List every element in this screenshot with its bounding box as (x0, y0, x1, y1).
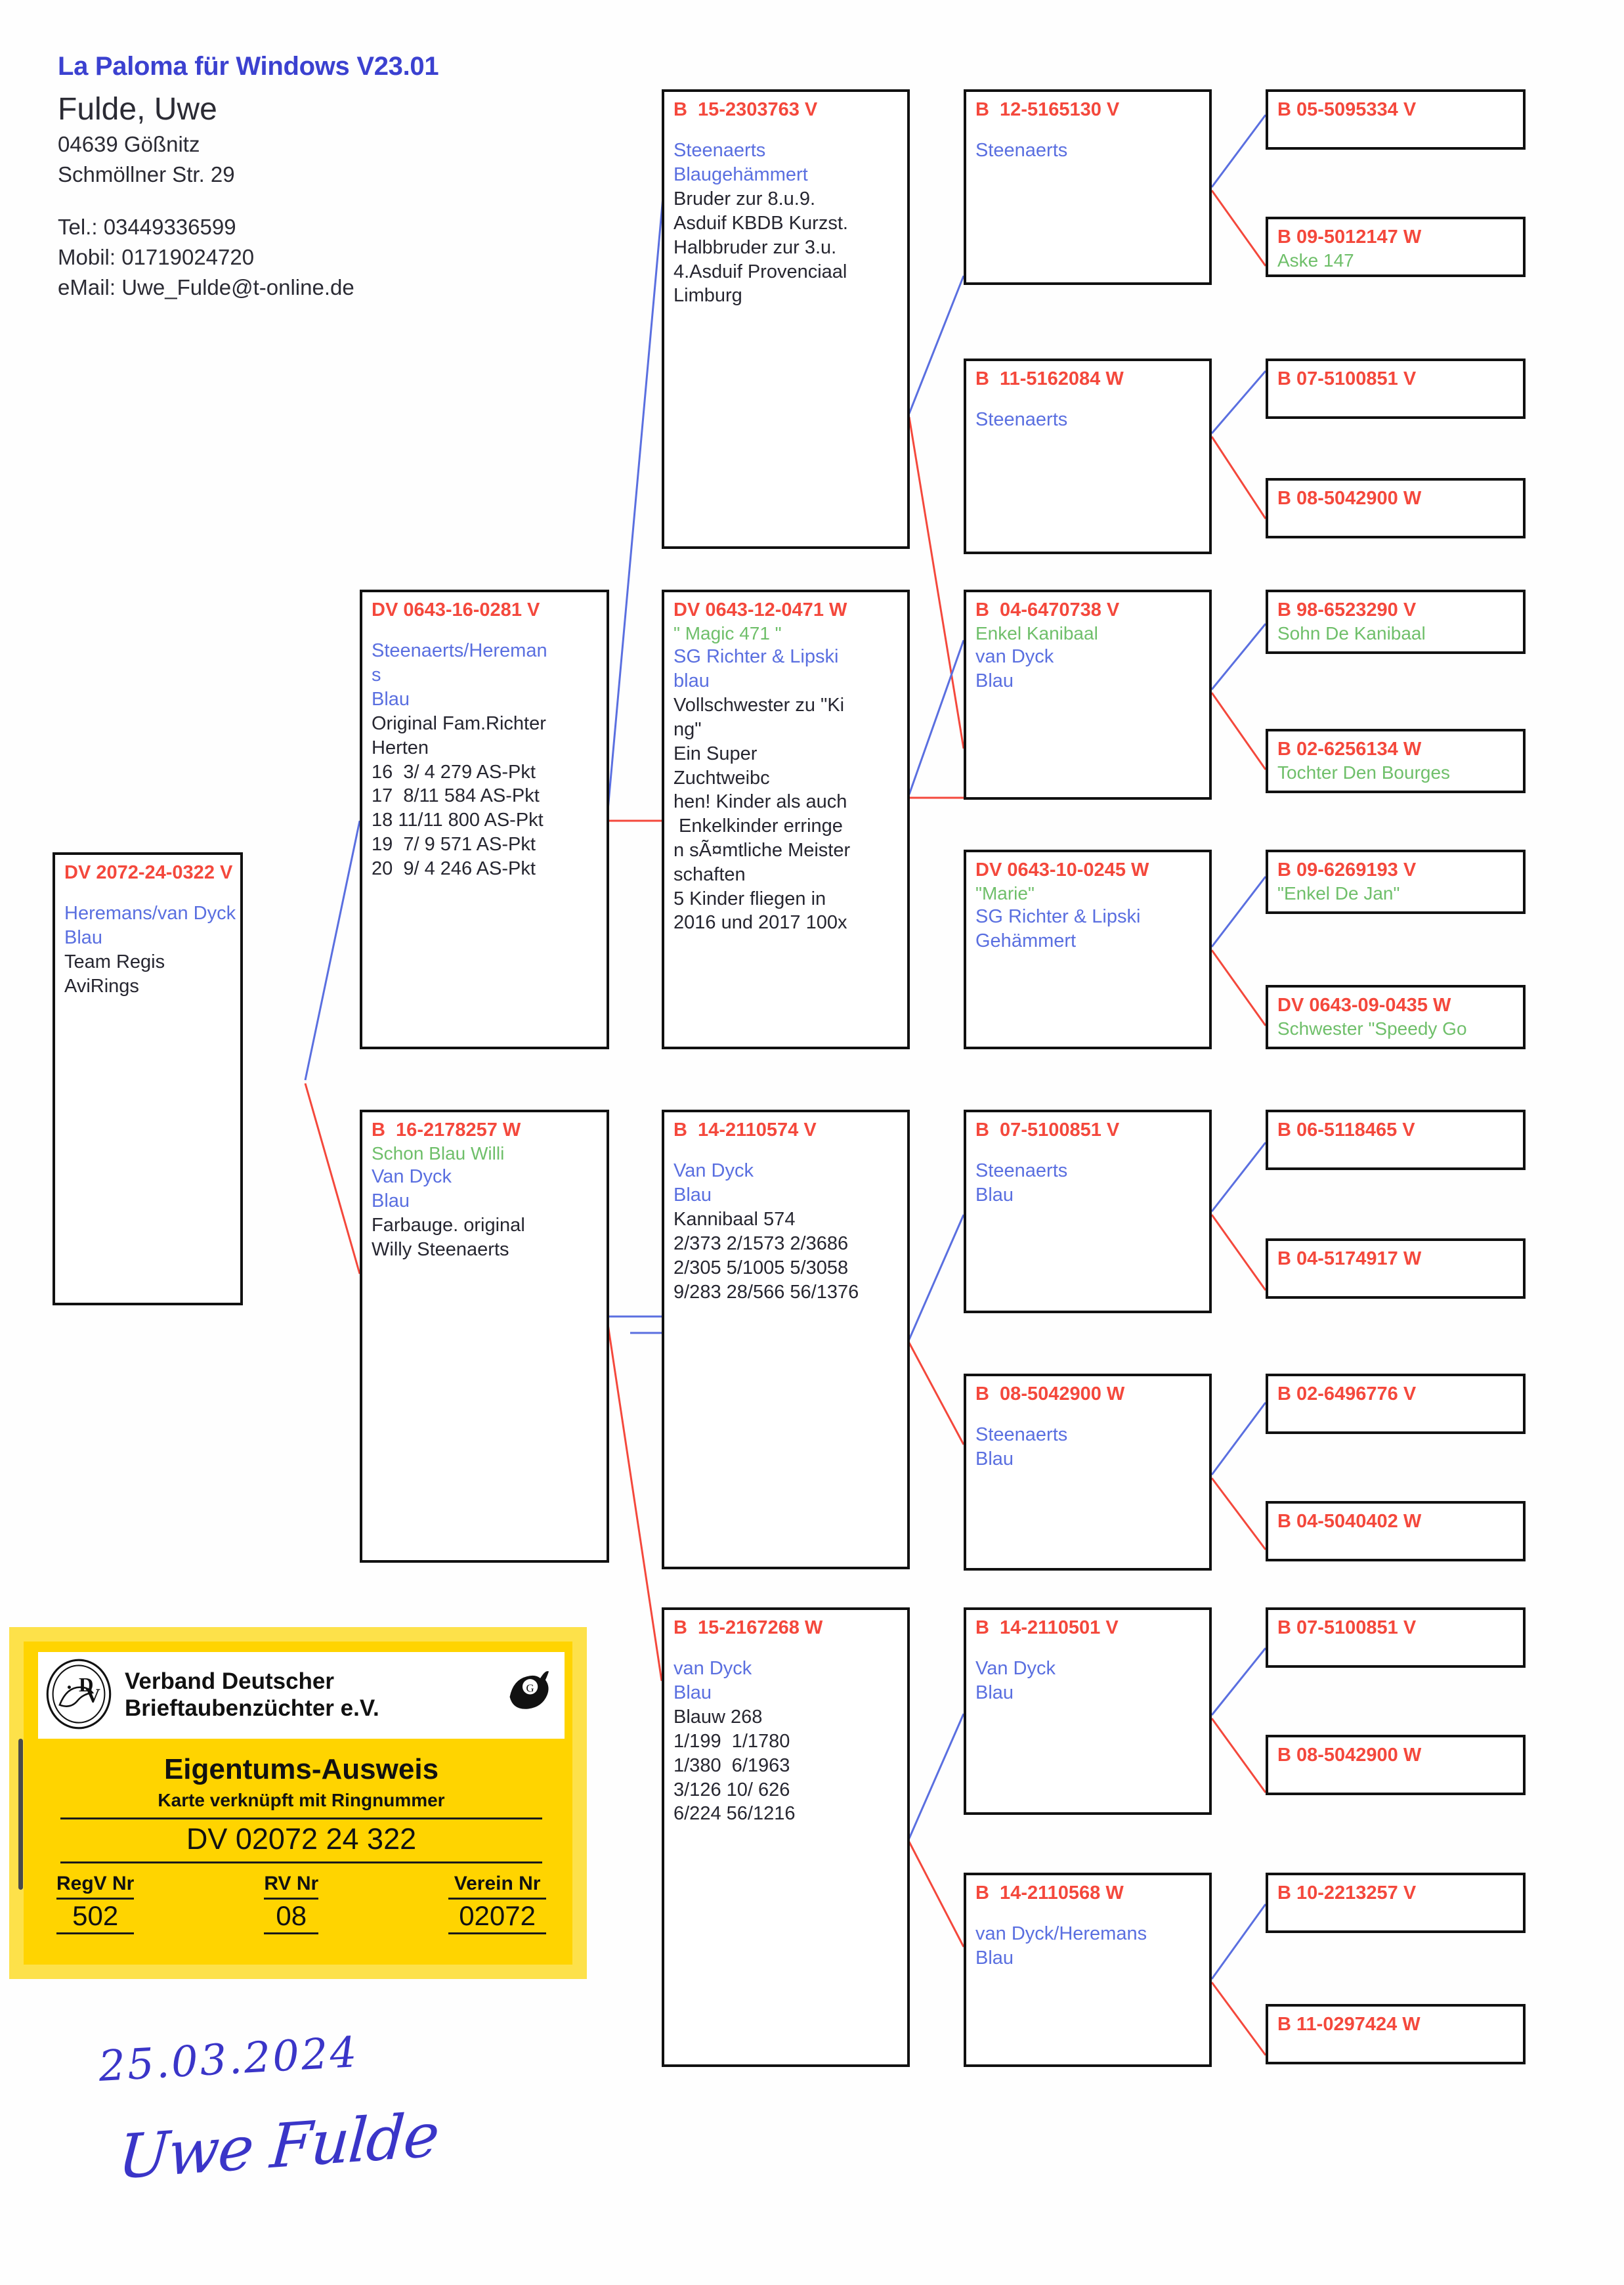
pigeon-strain: Steenaerts (975, 1160, 1068, 1182)
club-stamp-icon (503, 1661, 554, 1719)
pigeon-color: blau (673, 670, 710, 692)
pigeon-id: B 09-6269193 V (1277, 860, 1417, 881)
pigeon-box-gen3-7[interactable] (964, 1607, 1212, 1815)
pigeon-nick: Schwester "Speedy Go (1277, 1018, 1467, 1039)
pigeon-note: 5 Kinder fliegen in (673, 888, 826, 909)
pigeon-nick: Schon Blau Willi (372, 1143, 505, 1164)
svg-text:D: D (79, 1672, 94, 1696)
pigeon-nick: Sohn De Kanibaal (1277, 623, 1426, 644)
pigeon-strain: Steenaerts (975, 140, 1068, 162)
pigeon-nick: "Enkel De Jan" (1277, 883, 1400, 904)
pigeon-id: B 04-5174917 W (1277, 1248, 1422, 1269)
pigeon-strain: Van Dyck (975, 1658, 1056, 1680)
pigeon-result: 20 9/ 4 246 AS-Pkt (372, 858, 536, 879)
pigeon-note: Vollschwester zu "Ki (673, 695, 845, 716)
pigeon-color: Blau (673, 1682, 712, 1704)
pigeon-nick: Tochter Den Bourges (1277, 762, 1451, 783)
pigeon-box-gen4-11[interactable] (1266, 1374, 1526, 1434)
pigeon-box-gen2-2[interactable] (662, 590, 910, 1049)
pigeon-id: B 15-2167268 W (673, 1617, 823, 1638)
card-org-line1: Verband Deutscher (125, 1668, 334, 1695)
pigeon-color: Blau (975, 1682, 1014, 1704)
pigeon-id: B 08-5042900 W (975, 1383, 1125, 1404)
pigeon-box-gen4-14[interactable] (1266, 1735, 1526, 1795)
pigeon-note: n sÃ¤mtliche Meister (673, 840, 851, 861)
pigeon-box-gen3-1[interactable] (964, 89, 1212, 285)
pigeon-note: Farbauge. original (372, 1215, 525, 1236)
pigeon-box-gen3-6[interactable] (964, 1374, 1212, 1571)
pigeon-box-gen3-3[interactable] (964, 590, 1212, 800)
pigeon-box-gen4-4[interactable] (1266, 478, 1526, 538)
pigeon-note: Asduif KBDB Kurzst. (673, 212, 848, 234)
pigeon-id: B 05-5095334 V (1277, 99, 1417, 120)
pigeon-box-subject[interactable] (53, 852, 243, 1305)
pigeon-note: Bruder zur 8.u.9. (673, 188, 815, 210)
pigeon-result: 6/224 56/1216 (673, 1803, 796, 1825)
pigeon-id: B 15-2303763 V (673, 99, 818, 120)
card-field-rv (264, 1873, 318, 1934)
pigeon-strain: SG Richter & Lipski (673, 646, 839, 668)
pigeon-note: Ein Super (673, 743, 758, 764)
pigeon-result: 1/199 1/1780 (673, 1730, 790, 1752)
pigeon-strain: Steenaerts (975, 409, 1068, 431)
pigeon-box-gen3-8[interactable] (964, 1873, 1212, 2067)
owner-name: Fulde, Uwe (58, 92, 217, 127)
breeder-header (58, 51, 596, 303)
pigeon-color: Blau (372, 689, 410, 710)
pigeon-id: B 04-6470738 V (975, 599, 1120, 620)
pigeon-nick: Enkel Kanibaal (975, 623, 1098, 644)
handwritten-date: 25.03.2024 (97, 2028, 360, 2092)
pigeon-result: 19 7/ 9 571 AS-Pkt (372, 834, 536, 855)
pigeon-box-gen4-6[interactable] (1266, 729, 1526, 793)
app-title: La Paloma für Windows V23.01 (58, 52, 439, 81)
pigeon-strain: van Dyck (975, 646, 1054, 668)
pigeon-note: Enkelkinder erringe (673, 816, 843, 837)
svg-text:V: V (85, 1684, 100, 1707)
pigeon-id: B 06-5118465 V (1277, 1120, 1415, 1141)
pigeon-id: B 08-5042900 W (1277, 1745, 1422, 1766)
pigeon-note: Willy Steenaerts (372, 1238, 509, 1260)
pigeon-id: DV 2072-24-0322 V (64, 862, 233, 883)
pigeon-box-gen3-2[interactable] (964, 359, 1212, 554)
pigeon-box-gen4-16[interactable] (1266, 2004, 1526, 2064)
pigeon-box-gen2-1[interactable] (662, 89, 910, 549)
pigeon-nick: "Marie" (975, 883, 1035, 904)
pigeon-id: B 14-2110574 V (673, 1120, 817, 1141)
pigeon-color: Gehämmert (975, 930, 1077, 952)
pigeon-color: Blau (975, 670, 1014, 692)
pigeon-strain: Heremans/van Dyck (64, 903, 236, 925)
card-org-banner (38, 1652, 565, 1739)
pigeon-box-gen4-5[interactable] (1266, 590, 1526, 654)
pigeon-note: 2016 und 2017 100x (673, 912, 847, 934)
pigeon-id: DV 0643-09-0435 W (1277, 995, 1451, 1016)
pigeon-box-gen3-5[interactable] (964, 1110, 1212, 1313)
owner-city: 04639 Gößnitz (58, 131, 200, 156)
pigeon-strain: van Dyck (673, 1658, 752, 1680)
pigeon-box-sire[interactable] (360, 590, 609, 1049)
pigeon-strain: van Dyck/Heremans (975, 1923, 1147, 1945)
pigeon-result: 3/126 10/ 626 (673, 1779, 790, 1800)
pigeon-box-gen4-15[interactable] (1266, 1873, 1526, 1933)
card-field-value: 08 (264, 1898, 318, 1934)
card-field-value: 502 (56, 1898, 134, 1934)
pigeon-id: B 14-2110501 V (975, 1617, 1119, 1638)
pigeon-strain: Steenaerts (975, 1424, 1068, 1446)
pigeon-note: Kannibaal 574 (673, 1209, 796, 1230)
vdb-seal-icon (45, 1657, 113, 1731)
pigeon-note: 4.Asduif Provenciaal (673, 261, 847, 282)
pigeon-id: B 09-5012147 W (1277, 227, 1422, 248)
pigeon-id: B 07-5100851 V (1277, 1617, 1417, 1638)
pigeon-result: 18 11/11 800 AS-Pkt (372, 810, 544, 831)
pigeon-id: B 04-5040402 W (1277, 1511, 1422, 1532)
card-binding-spine (18, 1739, 23, 1890)
pigeon-color: Blau (64, 927, 103, 949)
svg-text:G: G (526, 1682, 534, 1695)
pigeon-box-gen4-10[interactable] (1266, 1238, 1526, 1299)
pigeon-box-gen4-12[interactable] (1266, 1501, 1526, 1561)
ownership-card (9, 1627, 587, 1979)
pigeon-id: B 12-5165130 V (975, 99, 1120, 120)
pigeon-note: Team Regis (64, 951, 165, 973)
card-subtitle: Karte verknüpft mit Ringnummer (158, 1790, 445, 1810)
pigeon-color: Blau (975, 1185, 1014, 1206)
owner-telephone: Tel.: 03449336599 (58, 215, 236, 240)
card-field-regv (56, 1873, 134, 1934)
pigeon-note: Original Fam.Richter (372, 712, 546, 734)
pigeon-id: B 16-2178257 W (372, 1120, 521, 1141)
pigeon-note: ng" (673, 718, 702, 740)
pigeon-nick: " Magic 471 " (673, 623, 782, 644)
card-title: Eigentums-Ausweis (163, 1753, 439, 1785)
pigeon-note: AviRings (64, 975, 139, 997)
pigeon-result: 16 3/ 4 279 AS-Pkt (372, 761, 536, 783)
card-field-label: RegV Nr (56, 1873, 135, 1894)
pigeon-id: B 11-0297424 W (1277, 2014, 1421, 2035)
owner-street: Schmöllner Str. 29 (58, 162, 235, 186)
pigeon-nick: Aske 147 (1277, 250, 1354, 271)
pigeon-strain: s (372, 664, 381, 686)
pigeon-result: 1/380 6/1963 (673, 1754, 790, 1776)
pigeon-id: B 02-6256134 W (1277, 739, 1422, 760)
pigeon-note: Blauw 268 (673, 1707, 763, 1728)
pigeon-box-gen4-9[interactable] (1266, 1110, 1526, 1170)
pigeon-box-gen4-2[interactable] (1266, 217, 1526, 277)
pigeon-box-gen3-4[interactable] (964, 850, 1212, 1049)
card-field-value: 02072 (448, 1898, 546, 1934)
pigeon-id: DV 0643-12-0471 W (673, 599, 847, 620)
pigeon-color: Blau (673, 1185, 712, 1206)
card-field-label: Verein Nr (454, 1873, 541, 1894)
pigeon-strain: Steenaerts/Hereman (372, 640, 547, 662)
pigeon-id: B 07-5100851 V (1277, 368, 1417, 389)
pigeon-id: B 02-6496776 V (1277, 1383, 1417, 1404)
pigeon-note: schaften (673, 863, 746, 885)
pigeon-box-dam[interactable] (360, 1110, 609, 1563)
pigeon-box-gen2-4[interactable] (662, 1607, 910, 2067)
pigeon-box-gen2-3[interactable] (662, 1110, 910, 1569)
card-field-label: RV Nr (264, 1873, 319, 1894)
pigeon-id: B 11-5162084 W (975, 368, 1124, 389)
pigeon-id: B 08-5042900 W (1277, 488, 1422, 509)
pigeon-result: 9/283 28/566 56/1376 (673, 1281, 859, 1303)
pigeon-color: Blau (975, 1448, 1014, 1470)
card-ring-number: DV 02072 24 322 (186, 1822, 417, 1856)
card-org-line2: Brieftaubenzüchter e.V. (125, 1695, 379, 1721)
owner-email: eMail: Uwe_Fulde@t-online.de (58, 275, 354, 300)
pigeon-color: Blaugehämmert (673, 164, 808, 186)
pigeon-note: Herten (372, 737, 429, 758)
pigeon-result: 17 8/11 584 AS-Pkt (372, 785, 540, 807)
pigeon-strain: SG Richter & Lipski (975, 906, 1141, 928)
pigeon-result: 2/305 5/1005 5/3058 (673, 1257, 849, 1278)
owner-mobile: Mobil: 01719024720 (58, 245, 255, 270)
pigeon-strain: Van Dyck (673, 1160, 754, 1182)
pigeon-note: Halbbruder zur 3.u. (673, 236, 837, 258)
pigeon-id: B 10-2213257 V (1277, 1882, 1417, 1904)
pigeon-note: hen! Kinder als auch (673, 791, 847, 813)
pigeon-box-gen4-3[interactable] (1266, 359, 1526, 419)
pigeon-box-gen4-13[interactable] (1266, 1607, 1526, 1668)
pigeon-color: Blau (975, 1948, 1014, 1969)
pigeon-id: B 98-6523290 V (1277, 599, 1417, 620)
card-field-verein (448, 1873, 546, 1934)
pigeon-strain: Steenaerts (673, 140, 766, 162)
pigeon-id: B 07-5100851 V (975, 1120, 1120, 1141)
pigeon-result: 2/373 2/1573 2/3686 (673, 1232, 849, 1254)
pigeon-id: DV 0643-10-0245 W (975, 860, 1149, 881)
pigeon-note: Zuchtweibc (673, 767, 770, 789)
pigeon-box-gen4-8[interactable] (1266, 985, 1526, 1049)
pigeon-id: DV 0643-16-0281 V (372, 599, 540, 620)
pigeon-strain: Van Dyck (372, 1166, 452, 1188)
pigeon-box-gen4-7[interactable] (1266, 850, 1526, 914)
handwritten-signature: Uwe Fulde (116, 2099, 441, 2193)
pigeon-note: Limburg (673, 285, 742, 307)
pigeon-box-gen4-1[interactable] (1266, 89, 1526, 150)
pigeon-id: B 14-2110568 W (975, 1882, 1124, 1904)
pigeon-color: Blau (372, 1190, 410, 1212)
